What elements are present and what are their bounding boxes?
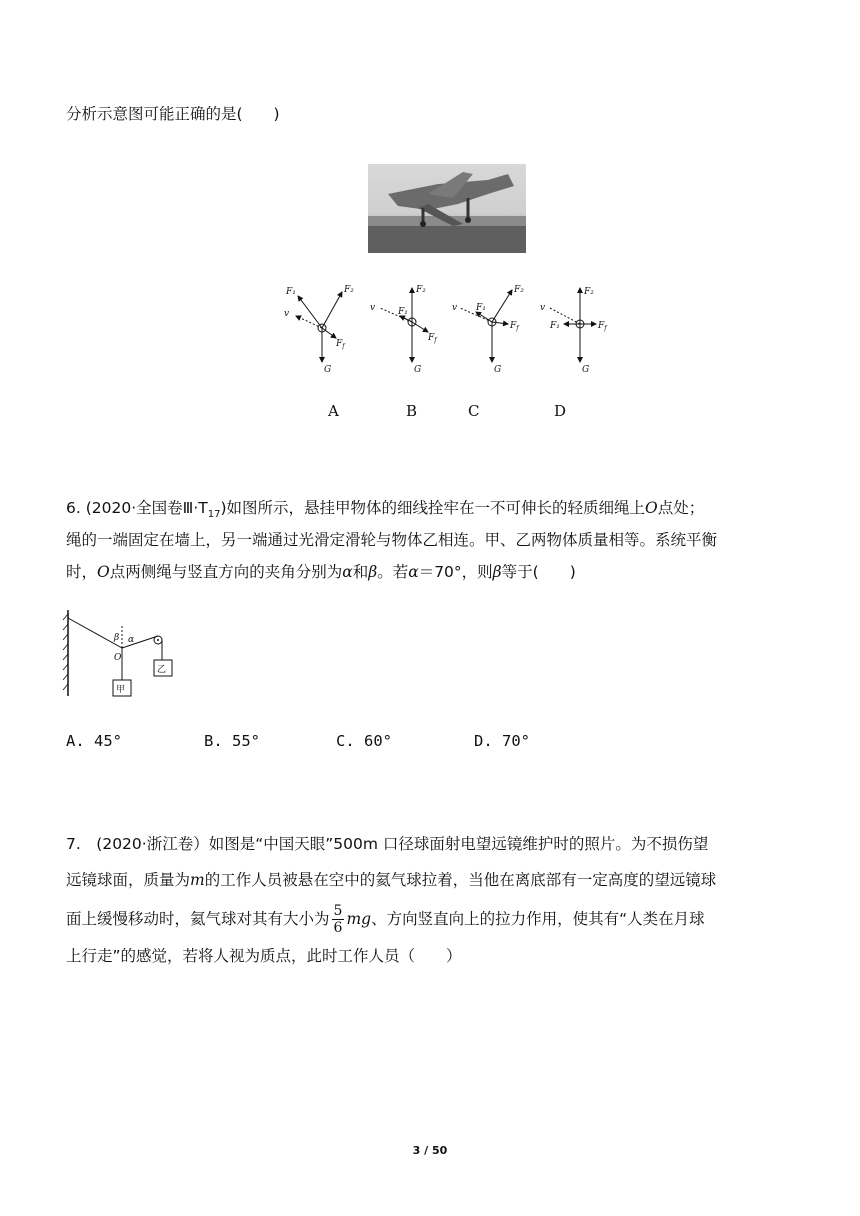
q7-frac-num: 5 [333, 903, 343, 919]
fig-jia: 甲 [116, 685, 126, 695]
svg-text:F₂: F₂ [514, 285, 524, 295]
q6-beta: β [368, 563, 378, 581]
svg-text:F₂: F₂ [416, 285, 426, 295]
q6-line-2: 绳的一端固定在墙上，另一端通过光滑定滑轮与物体乙相连。甲、乙两物体质量相等。系统平衡 [66, 531, 718, 549]
fig-o: O [114, 653, 122, 663]
q6-text-3b: 和 [352, 563, 369, 581]
q6-option-c: C. 60° [336, 732, 392, 750]
option-label-a: A [328, 402, 339, 420]
q7-text-2a: 远镜球面，质量为 [66, 871, 191, 889]
q5-stem-tail: 分析示意图可能正确的是( ) [66, 105, 280, 123]
svg-text:G: G [582, 365, 590, 375]
q6-option-d: D. 70° [474, 732, 530, 750]
diagram-a [284, 285, 354, 375]
option-label-c: C [468, 402, 480, 420]
q7-text-3b: 、方向竖直向上的拉力作用，使其有“人类在月球 [371, 910, 705, 928]
svg-text:Ff: $F_f$ [428, 333, 437, 344]
q6-text-3d: ＝70°，则 [418, 563, 493, 581]
q7-mg: mg [346, 910, 372, 928]
q6-text-3c: 。若 [377, 563, 409, 581]
q6-beta-2: β [492, 563, 502, 581]
svg-text:F₁: F₁ [286, 287, 296, 297]
q6-option-a: A. 45° [66, 732, 122, 750]
svg-text:Ff: $F_f$ [598, 321, 607, 332]
svg-text:F₁: F₁ [476, 303, 486, 313]
force-diagrams [280, 282, 610, 376]
q6-line-1 [66, 498, 704, 525]
q7-line-1: 7. (2020·浙江卷）如图是“中国天眼”500m 口径球面射电望远镜维护时的照片。为不损伤望 [66, 835, 709, 853]
svg-text:v: v [370, 303, 376, 313]
q7-line-4: 上行走”的感觉，若将人视为质点，此时工作人员（ ） [66, 947, 462, 965]
q6-text-3a: 点两侧绳与竖直方向的夹角分别为 [109, 563, 343, 581]
q7-line-3 [66, 902, 705, 936]
q7-fraction [332, 903, 345, 936]
option-label-d: D [554, 402, 567, 420]
svg-text:G: G [324, 365, 332, 375]
q6-alpha-2: α [408, 563, 419, 581]
svg-text:F₂: F₂ [584, 287, 594, 297]
q6-text-1-end: 点处； [657, 499, 705, 517]
q7-mass-m: m [190, 871, 205, 889]
option-label-b: B [406, 402, 418, 420]
svg-text:v: v [452, 303, 458, 313]
svg-text:v: v [540, 303, 546, 313]
q6-text-1: )如图所示，悬挂甲物体的细线拴牢在一不可伸长的轻质细绳上 [220, 499, 646, 517]
fig-alpha: α [128, 635, 135, 645]
q7-frac-den: 6 [333, 920, 343, 936]
q6-text-3-pre: 时， [66, 563, 98, 581]
q6-figure [60, 606, 190, 706]
q7-text-2b: 的工作人员被悬在空中的氦气球拉着，当他在离底部有一定高度的望远镜球 [204, 871, 717, 889]
svg-text:v: v [284, 309, 290, 319]
svg-text:G: G [414, 365, 422, 375]
fig-beta: β [114, 633, 120, 643]
q6-source-sub: 17 [207, 509, 221, 521]
q6-source: 6. (2020·全国卷Ⅲ·T [66, 499, 208, 517]
jet-photo [368, 164, 526, 253]
svg-text:G: G [494, 365, 502, 375]
svg-text:F₁: F₁ [398, 307, 408, 317]
page-number: 3 / 50 [412, 1144, 448, 1157]
q7-line-2 [66, 870, 716, 890]
q6-point-o: O [645, 499, 658, 517]
q6-line-3 [66, 562, 576, 582]
svg-text:F₁: F₁ [550, 321, 560, 331]
q6-option-b: B. 55° [204, 732, 260, 750]
q6-point-o-2: O [97, 563, 110, 581]
svg-text:F₂: F₂ [344, 285, 354, 295]
q6-alpha: α [342, 563, 353, 581]
diagram-b [370, 285, 438, 375]
diagram-d [540, 287, 608, 375]
fig-yi: 乙 [157, 665, 167, 675]
q6-text-3e: 等于( ) [501, 563, 576, 581]
q7-text-3a: 面上缓慢移动时，氦气球对其有大小为 [66, 910, 330, 928]
svg-text:Ff: $F_f$ [336, 339, 345, 350]
svg-text:Ff: $F_f$ [510, 321, 519, 332]
diagram-c [452, 285, 524, 375]
